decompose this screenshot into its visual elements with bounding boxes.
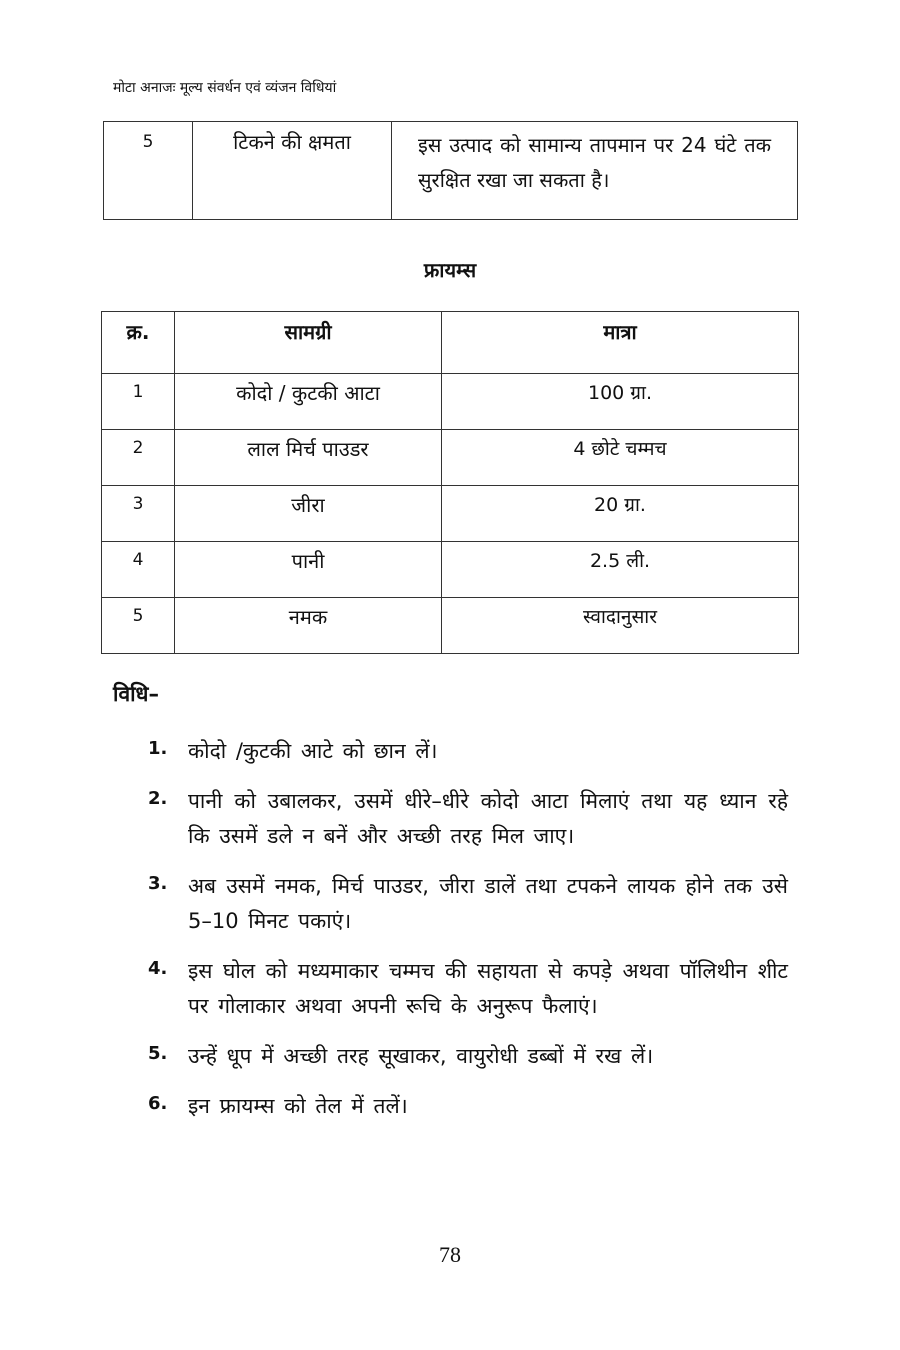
row-number: 1 (102, 374, 175, 430)
quantity-cell: स्वादानुसार (442, 598, 799, 654)
ingredient-cell: नमक (175, 598, 442, 654)
quantity-cell: 20 ग्रा. (442, 486, 799, 542)
step-number: 1. (148, 738, 168, 759)
step-number: 2. (148, 788, 168, 809)
ingredient-cell: लाल मिर्च पाउडर (175, 430, 442, 486)
step-number: 4. (148, 958, 168, 979)
continuation-table (103, 121, 798, 220)
step-number: 3. (148, 873, 168, 894)
table-row (102, 374, 799, 430)
step-text: अब उसमें नमक, मिर्च पाउडर, जीरा डालें तथा टपकने लायक होने तक उसे 5–10 मिनट पकाएं। (188, 874, 788, 933)
method-step (148, 954, 788, 1024)
ingredients-table (101, 311, 799, 654)
header-number: क्र. (102, 312, 175, 374)
method-step (148, 784, 788, 854)
ingredient-cell: कोदो / कुटकी आटा (175, 374, 442, 430)
step-text: इन फ्रायम्स को तेल में तलें। (188, 1094, 408, 1118)
quantity-cell: 2.5 ली. (442, 542, 799, 598)
method-step (148, 1039, 788, 1074)
table-row (102, 598, 799, 654)
method-steps-list (148, 734, 788, 1139)
page-number: 78 (439, 1242, 461, 1267)
header-ingredient: सामग्री (175, 312, 442, 374)
table-header-row (102, 312, 799, 374)
method-step (148, 1089, 788, 1124)
step-text: पानी को उबालकर, उसमें धीरे–धीरे कोदो आटा मिलाएं तथा यह ध्यान रहे कि उसमें डले न बनें और अच्छी तरह मिल जाए। (188, 789, 788, 848)
method-step (148, 734, 788, 769)
step-text: इस घोल को मध्यमाकार चम्मच की सहायता से कपड़े अथवा पॉलिथीन शीट पर गोलाकार अथवा अपनी रूचि के अनुरूप फैलाएं। (188, 959, 788, 1018)
property-cell: टिकने की क्षमता (193, 122, 392, 220)
description-cell: इस उत्पाद को सामान्य तापमान पर 24 घंटे तक सुरक्षित रखा जा सकता है। (392, 122, 798, 220)
ingredient-cell: पानी (175, 542, 442, 598)
table-row (102, 486, 799, 542)
header-quantity: मात्रा (442, 312, 799, 374)
running-header: मोटा अनाजः मूल्य संवर्धन एवं व्यंजन विधियां (113, 80, 337, 96)
table-row (102, 542, 799, 598)
row-number: 5 (102, 598, 175, 654)
step-number: 6. (148, 1093, 168, 1114)
quantity-cell: 100 ग्रा. (442, 374, 799, 430)
method-heading: विधि– (113, 682, 159, 706)
method-step (148, 869, 788, 939)
row-number: 5 (104, 122, 193, 220)
recipe-title: फ्रायम्स (423, 258, 477, 282)
row-number: 4 (102, 542, 175, 598)
row-number: 3 (102, 486, 175, 542)
row-number: 2 (102, 430, 175, 486)
step-text: उन्हें धूप में अच्छी तरह सूखाकर, वायुरोधी डब्बों में रख लें। (188, 1044, 654, 1068)
quantity-cell: 4 छोटे चम्मच (442, 430, 799, 486)
table-row (102, 430, 799, 486)
step-text: कोदो /कुटकी आटे को छान लें। (188, 739, 438, 763)
ingredient-cell: जीरा (175, 486, 442, 542)
table-row (104, 122, 798, 220)
step-number: 5. (148, 1043, 168, 1064)
